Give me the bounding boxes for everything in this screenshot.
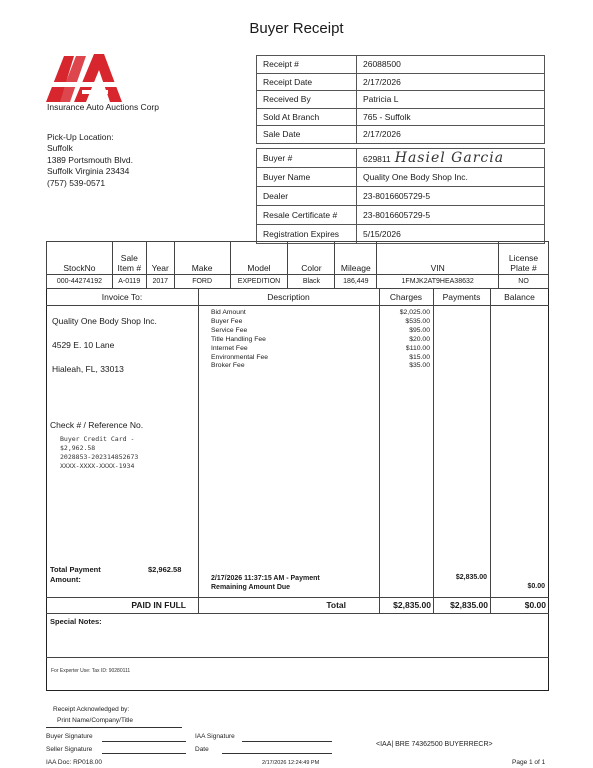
receipt-info-row [257, 73, 545, 91]
info-label: Receipt # [257, 56, 357, 74]
receipt-info-row [257, 108, 545, 126]
grid-line [490, 288, 491, 613]
buyer-info-table [256, 148, 545, 244]
payment-amount: $2,835.00 [455, 574, 487, 581]
vehicle-cell: 2017 [146, 275, 174, 289]
line-item-desc: Internet Fee [211, 344, 248, 352]
line-item-desc: Title Handling Fee [211, 335, 266, 343]
receipt-info-table [256, 55, 545, 144]
check-line: XXXX-XXXX-XXXX-1934 [60, 462, 135, 470]
grid-line [198, 288, 199, 613]
vehicle-header: License Plate # [499, 242, 549, 275]
info-label: Received By [257, 91, 357, 109]
vehicle-header: VIN [377, 242, 499, 275]
pickup-location [47, 132, 133, 189]
info-value: 765 - Suffolk [357, 108, 545, 126]
buyer-number: 629811 [363, 154, 391, 164]
invoice-to-address: 4529 E. 10 Lane [52, 340, 115, 350]
info-value: 2/17/2026 [357, 126, 545, 144]
doc-id: IAA Doc: RP018.00 [46, 759, 103, 766]
vehicle-cell: 186,449 [335, 275, 377, 289]
vehicle-header: StockNo [47, 242, 113, 275]
total-payment-label-line: Total Payment [50, 565, 101, 574]
check-reference [60, 435, 138, 471]
receipt-info-row [257, 126, 545, 144]
grid-line [433, 288, 434, 613]
balance-amount: $0.00 [527, 583, 545, 590]
line-item-charge: $15.00 [409, 353, 430, 361]
info-label: Sale Date [257, 126, 357, 144]
buyer-info-row [257, 187, 545, 206]
vehicle-header: Make [174, 242, 230, 275]
total-payment-label-line: Amount: [50, 574, 81, 584]
info-label: Registration Expires [257, 225, 357, 244]
iaa-signature-line [242, 741, 332, 742]
company-name: Insurance Auto Auctions Corp [47, 102, 159, 112]
date-label: Date [195, 746, 209, 753]
line-item-charge: $20.00 [409, 335, 430, 343]
total-label: Total [326, 600, 346, 610]
payment-description [211, 574, 320, 592]
buyer-signature-label: Buyer Signature [46, 733, 93, 740]
receipt-info-row [257, 56, 545, 74]
col-balance: Balance [490, 288, 549, 306]
invoice-to-name: Quality One Body Shop Inc. [52, 316, 157, 326]
check-reference-label: Check # / Reference No. [50, 420, 144, 430]
buyer-info-row [257, 168, 545, 187]
date-line [222, 753, 332, 754]
pickup-city: Suffolk Virginia 23434 [47, 166, 130, 177]
info-label: Buyer Name [257, 168, 357, 187]
info-label: Resale Certificate # [257, 206, 357, 225]
printed-timestamp: 2/17/2026 12:24:49 PM [262, 760, 320, 766]
vehicle-header: Color [288, 242, 335, 275]
vehicle-cell: Black [288, 275, 335, 289]
ack-label: Receipt Acknowledged by: [53, 706, 130, 713]
barcode-code: <IAA| BRE 74362500 BUYERRECR> [376, 741, 493, 748]
iaa-signature-label: IAA Signature [195, 733, 235, 740]
check-line: $2,962.58 [60, 444, 96, 452]
payment-line: 2/17/2026 11:37:15 AM - Payment [211, 575, 320, 582]
seller-signature-line [102, 753, 186, 754]
total-payment-amount: $2,962.58 [148, 565, 182, 574]
paid-in-full-label: PAID IN FULL [131, 600, 186, 610]
info-label: Buyer # [257, 149, 357, 168]
line-item-charge: $2,025.00 [399, 309, 430, 316]
line-item-charge: $95.00 [409, 326, 430, 334]
line-item-desc: Environmental Fee [211, 353, 269, 361]
pickup-phone: (757) 539-0571 [47, 177, 106, 188]
print-name-label: Print Name/Company/Title [57, 717, 133, 724]
buyer-info-row [257, 206, 545, 225]
buyer-info-row [257, 149, 545, 168]
special-notes-label: Special Notes: [50, 617, 102, 626]
vehicle-header: Model [230, 242, 288, 275]
total-charges: $2,835.00 [393, 600, 431, 610]
line-item-charge: $35.00 [409, 362, 430, 370]
line-item-desc: Bid Amount [211, 309, 246, 316]
fex-text: For Experter Use: Tax ID: 90280111 [51, 668, 131, 674]
grid-line [46, 657, 549, 658]
vehicle-cell: A-0119 [112, 275, 146, 289]
line-item-charges [378, 309, 430, 371]
total-payment-label [50, 565, 101, 584]
info-label: Dealer [257, 187, 357, 206]
vehicle-cell: 000-44274192 [47, 275, 113, 289]
line-item-descriptions [211, 309, 268, 371]
line-item-desc: Buyer Fee [211, 317, 243, 325]
vehicle-cell: EXPEDITION [230, 275, 288, 289]
vehicle-cell: 1FMJK2AT9HEA38632 [377, 275, 499, 289]
info-label: Receipt Date [257, 73, 357, 91]
info-value: 23-8016605729-5 [357, 187, 545, 206]
vehicle-cell: FORD [174, 275, 230, 289]
vehicle-header-row [47, 242, 549, 275]
receipt-info-row [257, 91, 545, 109]
line-item-desc: Broker Fee [211, 362, 245, 370]
info-value: Patricia L [357, 91, 545, 109]
info-value: 23-8016605729-5 [357, 206, 545, 225]
vehicle-cell: NO [499, 275, 549, 289]
iaa-logo-icon [44, 52, 124, 104]
grid-line [46, 613, 549, 614]
col-charges: Charges [379, 288, 433, 306]
vehicle-data-row [47, 275, 549, 289]
col-description: Description [198, 288, 379, 306]
buyer-signature-line [102, 741, 186, 742]
vehicle-header: Mileage [335, 242, 377, 275]
info-value: Quality One Body Shop Inc. [357, 168, 545, 187]
info-label: Sold At Branch [257, 108, 357, 126]
info-value [357, 149, 545, 168]
total-balance: $0.00 [524, 600, 546, 610]
line-item-charge: $110.00 [405, 344, 430, 352]
vehicle-header: Sale Item # [112, 242, 146, 275]
line-item-charge: $535.00 [405, 317, 430, 325]
payment-line: Remaining Amount Due [211, 584, 291, 591]
info-value: 26088500 [357, 56, 545, 74]
buyer-signature: Hasiel Garcia [394, 150, 505, 166]
vehicle-table [46, 241, 549, 289]
document-title: Buyer Receipt [249, 20, 344, 37]
line-item-desc: Service Fee [211, 326, 248, 334]
check-line: Buyer Credit Card - [60, 435, 135, 443]
check-line: 2028853-202314852673 [60, 453, 139, 461]
invoice-to-city: Hialeah, FL, 33013 [52, 364, 124, 374]
vehicle-header: Year [146, 242, 174, 275]
pickup-name: Suffolk [47, 143, 73, 154]
seller-signature-label: Seller Signature [46, 746, 93, 753]
pickup-street: 1389 Portsmouth Blvd. [47, 154, 133, 165]
col-payments: Payments [433, 288, 490, 306]
info-value: 5/15/2026 [357, 225, 545, 244]
total-payments: $2,835.00 [450, 600, 488, 610]
pickup-label: Pick-Up Location: [47, 132, 114, 142]
page-number: Page 1 of 1 [512, 759, 546, 766]
col-invoice-to: Invoice To: [46, 288, 198, 306]
info-value: 2/17/2026 [357, 73, 545, 91]
print-name-line [46, 727, 182, 728]
